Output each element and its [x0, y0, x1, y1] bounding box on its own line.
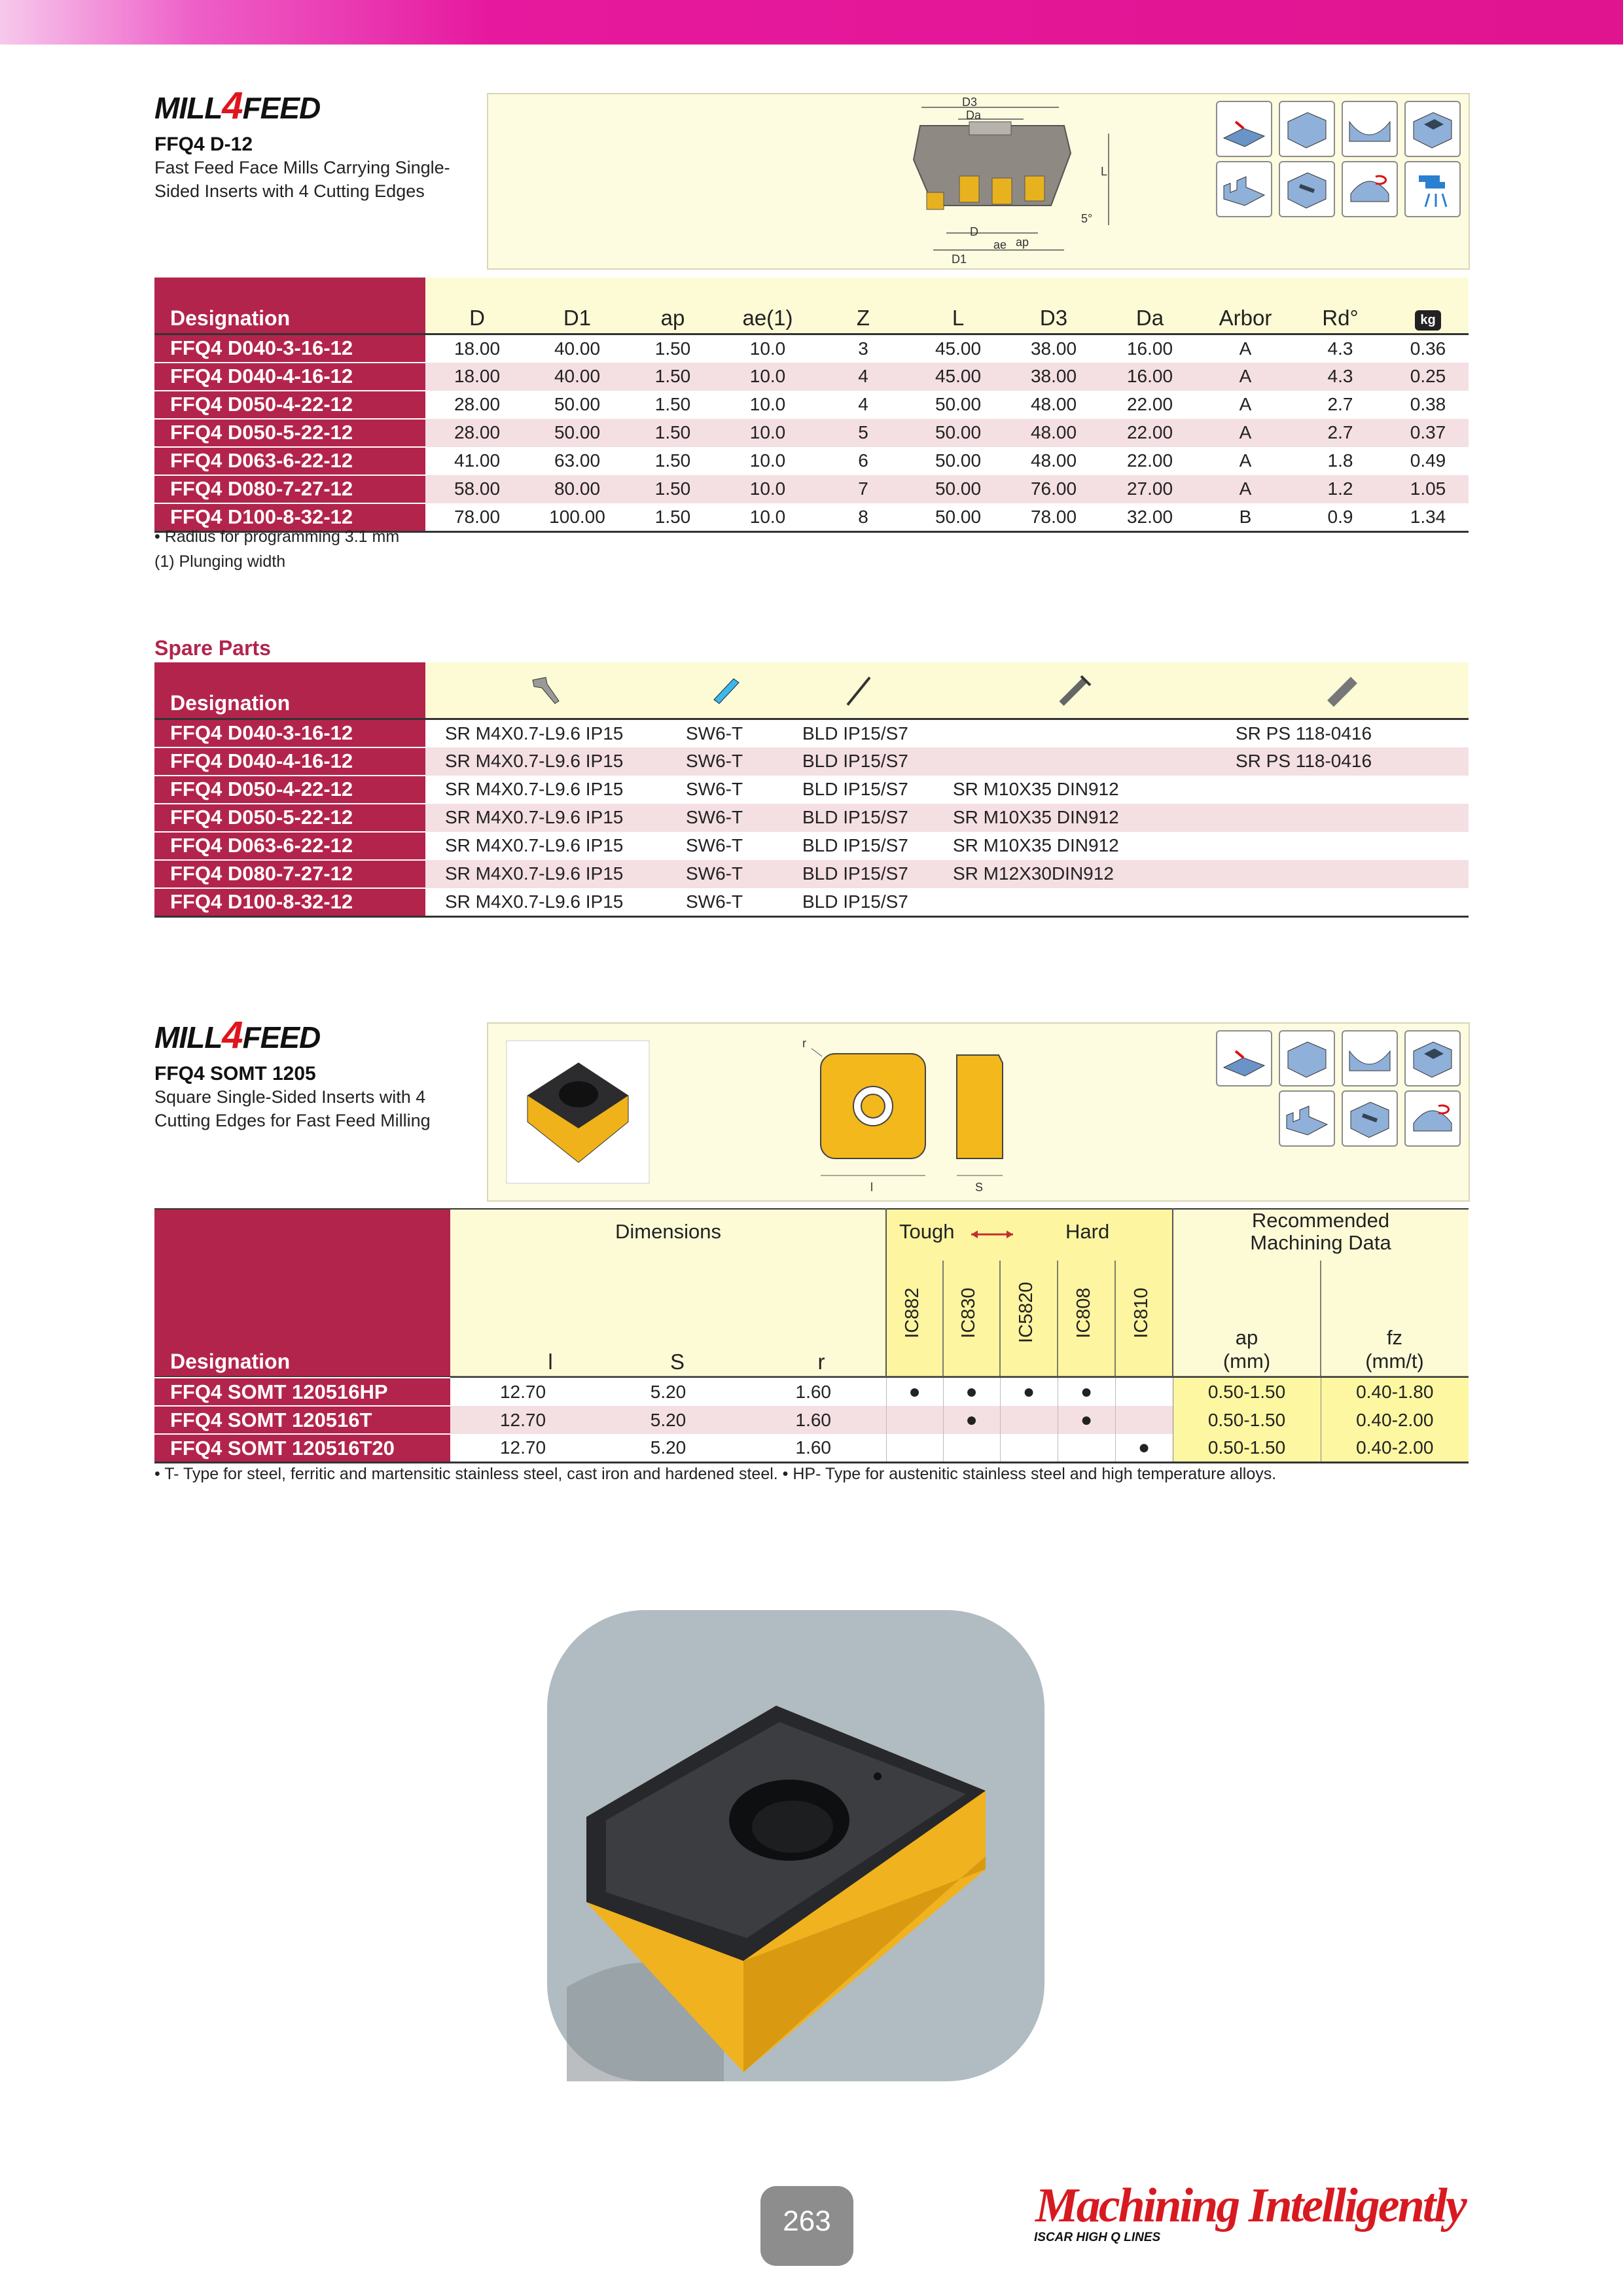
- grade-dot-cell: [886, 1406, 943, 1434]
- value-cell: 10.0: [720, 475, 815, 503]
- value-cell: 1.50: [626, 475, 720, 503]
- part-cell: BLD IP15/S7: [783, 719, 933, 747]
- designation-cell: FFQ4 D050-5-22-12: [154, 804, 425, 832]
- grade-dot-cell: [1058, 1434, 1115, 1463]
- key-icon: [666, 662, 783, 719]
- header-da: Da: [1102, 278, 1198, 334]
- dimensions-group: Dimensions: [615, 1220, 721, 1243]
- value-cell: 0.36: [1387, 334, 1469, 363]
- value-cell: 7: [815, 475, 911, 503]
- ap-header: [1173, 1326, 1321, 1373]
- value-cell: 1.50: [626, 447, 720, 475]
- grade-ic5820: IC5820: [1016, 1282, 1037, 1343]
- cutter-table: [154, 278, 1469, 533]
- value-cell: 50.00: [911, 475, 1005, 503]
- ap-label: ap: [1235, 1326, 1258, 1349]
- mill4feed-logo-2: [154, 1013, 320, 1057]
- grade-ic808: IC808: [1073, 1287, 1094, 1338]
- table-row: [154, 475, 1469, 503]
- value-cell: 4: [815, 363, 911, 391]
- value-cell: 38.00: [1005, 334, 1102, 363]
- value-cell: 10.0: [720, 363, 815, 391]
- designation-cell: FFQ4 D040-3-16-12: [154, 719, 425, 747]
- value-cell: 80.00: [529, 475, 626, 503]
- value-cell: 18.00: [425, 363, 529, 391]
- logo-four: 4: [222, 1014, 243, 1056]
- logo-text: FEED: [242, 91, 321, 125]
- footnote-radius: • Radius for programming 3.1 mm: [154, 528, 400, 546]
- designation-cell: FFQ4 D050-4-22-12: [154, 776, 425, 804]
- grade-dot-cell: [1115, 1378, 1173, 1406]
- designation-cell: FFQ4 D100-8-32-12: [154, 888, 425, 917]
- ramping-icon: [1279, 161, 1335, 217]
- spare-parts-table: [154, 662, 1469, 918]
- spare-row: [154, 776, 1469, 804]
- grade-dot-cell: ●: [943, 1406, 1000, 1434]
- value-cell: 50.00: [911, 391, 1005, 419]
- fz-unit: (mm/t): [1365, 1350, 1424, 1372]
- page-number: 263: [760, 2186, 853, 2266]
- logo-text: FEED: [242, 1020, 321, 1054]
- grade-ic882: IC882: [902, 1287, 923, 1338]
- spare-row: [154, 832, 1469, 860]
- face-milling-icon: [1216, 1030, 1272, 1086]
- ap-unit: (mm): [1222, 1350, 1271, 1372]
- value-cell: 1.50: [626, 419, 720, 447]
- part-cell: [1216, 888, 1469, 917]
- clamping-screw-icon: [933, 662, 1216, 719]
- tough-label: Tough: [899, 1220, 955, 1243]
- value-cell: B: [1198, 503, 1293, 532]
- part-cell: SW6-T: [666, 888, 783, 917]
- value-cell: A: [1198, 419, 1293, 447]
- grade-ic830: IC830: [958, 1287, 979, 1338]
- value-cell: 0.49: [1387, 447, 1469, 475]
- value-cell: 78.00: [425, 503, 529, 532]
- value-cell: A: [1198, 334, 1293, 363]
- label-l: l: [870, 1181, 873, 1194]
- logo-text: MILL: [154, 1020, 223, 1054]
- insert-table: [154, 1208, 1469, 1378]
- label-r: r: [802, 1037, 806, 1050]
- value-cell: 16.00: [1102, 363, 1198, 391]
- product-description: [154, 156, 450, 203]
- grade-dot-cell: [886, 1434, 943, 1463]
- spare-header-row: [154, 662, 1469, 719]
- table-row: [154, 391, 1469, 419]
- designation-cell: FFQ4 D100-8-32-12: [154, 503, 425, 532]
- part-cell: SW6-T: [666, 776, 783, 804]
- header-l: L: [911, 278, 1005, 334]
- value-cell: 50.00: [911, 419, 1005, 447]
- fz-cell: 0.40-2.00: [1321, 1434, 1469, 1463]
- part-cell: [1216, 776, 1469, 804]
- value-cell: 4.3: [1293, 334, 1387, 363]
- value-cell: 5.20: [596, 1434, 741, 1463]
- part-cell: SR M10X35 DIN912: [933, 832, 1216, 860]
- part-cell: SR M10X35 DIN912: [933, 776, 1216, 804]
- part-cell: BLD IP15/S7: [783, 860, 933, 888]
- part-cell: SR M4X0.7-L9.6 IP15: [425, 747, 666, 776]
- label-s: S: [975, 1181, 984, 1194]
- grade-dot-cell: [1000, 1406, 1058, 1434]
- brand-slogan: Machining Intelligently: [1035, 2179, 1465, 2233]
- grade-dot-cell: ●: [886, 1378, 943, 1406]
- helical-interpolation-icon: [1404, 1090, 1461, 1147]
- value-cell: 27.00: [1102, 475, 1198, 503]
- grade-dot-cell: [1000, 1434, 1058, 1463]
- grade-dot-cell: ●: [1000, 1378, 1058, 1406]
- value-cell: 18.00: [425, 334, 529, 363]
- header-rd: Rd°: [1293, 278, 1387, 334]
- value-cell: 40.00: [529, 334, 626, 363]
- insert-title: FFQ4 SOMT 1205: [154, 1063, 316, 1085]
- table-row: [154, 334, 1469, 363]
- value-cell: 45.00: [911, 363, 1005, 391]
- spare-row: [154, 860, 1469, 888]
- designation-cell: FFQ4 D040-4-16-12: [154, 363, 425, 391]
- value-cell: 12.70: [450, 1406, 596, 1434]
- value-cell: 100.00: [529, 503, 626, 532]
- hard-label: Hard: [1065, 1220, 1110, 1243]
- value-cell: 0.25: [1387, 363, 1469, 391]
- designation-cell: FFQ4 D050-4-22-12: [154, 391, 425, 419]
- header-arbor: Arbor: [1198, 278, 1293, 334]
- grade-ic810: IC810: [1131, 1287, 1152, 1338]
- grade-dot-cell: ●: [1058, 1406, 1115, 1434]
- slotting-icon: [1279, 1090, 1335, 1147]
- label-d1: D1: [952, 253, 967, 266]
- part-cell: SW6-T: [666, 747, 783, 776]
- part-cell: SR M4X0.7-L9.6 IP15: [425, 719, 666, 747]
- value-cell: 22.00: [1102, 419, 1198, 447]
- value-cell: 10.0: [720, 391, 815, 419]
- slotting-icon: [1216, 161, 1272, 217]
- brand-subline: ISCAR HIGH Q LINES: [1034, 2231, 1161, 2244]
- label-l: L: [1101, 165, 1108, 178]
- part-cell: SR M10X35 DIN912: [933, 804, 1216, 832]
- spare-row: [154, 804, 1469, 832]
- logo-text: MILL: [154, 91, 223, 125]
- part-cell: SW6-T: [666, 719, 783, 747]
- header-ap: ap: [626, 278, 720, 334]
- part-cell: [933, 719, 1216, 747]
- part-cell: [1216, 860, 1469, 888]
- blade-icon: [783, 662, 933, 719]
- label-d3: D3: [962, 96, 978, 109]
- value-cell: 10.0: [720, 503, 815, 532]
- fz-header: [1321, 1326, 1469, 1373]
- recommended-line: Machining Data: [1250, 1231, 1391, 1254]
- header-d1: D1: [529, 278, 626, 334]
- value-cell: 63.00: [529, 447, 626, 475]
- header-r: r: [817, 1350, 825, 1374]
- helical-interpolation-icon: [1342, 161, 1398, 217]
- value-cell: 22.00: [1102, 447, 1198, 475]
- label-d: D: [970, 225, 978, 238]
- value-cell: A: [1198, 391, 1293, 419]
- part-cell: [1216, 804, 1469, 832]
- weight-icon: kg: [1415, 310, 1440, 331]
- grade-dot-cell: [943, 1434, 1000, 1463]
- part-cell: [933, 888, 1216, 917]
- table-header-row: [154, 278, 1469, 334]
- value-cell: 1.8: [1293, 447, 1387, 475]
- insert-row: [154, 1406, 1469, 1434]
- value-cell: 50.00: [529, 419, 626, 447]
- value-cell: 50.00: [911, 503, 1005, 532]
- part-cell: SR PS 118-0416: [1216, 747, 1469, 776]
- table-row: [154, 419, 1469, 447]
- part-cell: [933, 747, 1216, 776]
- grade-dot-cell: ●: [1115, 1434, 1173, 1463]
- value-cell: 4.3: [1293, 363, 1387, 391]
- value-cell: 6: [815, 447, 911, 475]
- designation-cell: FFQ4 SOMT 120516HP: [154, 1378, 450, 1406]
- header-z: Z: [815, 278, 911, 334]
- part-cell: [1216, 832, 1469, 860]
- shoulder-milling-icon: [1279, 1030, 1335, 1086]
- header-l: l: [548, 1350, 553, 1374]
- logo-four: 4: [222, 84, 243, 127]
- part-cell: SW6-T: [666, 860, 783, 888]
- top-gradient-bar: [0, 0, 1623, 45]
- pocketing-icon: [1404, 101, 1461, 157]
- value-cell: 45.00: [911, 334, 1005, 363]
- value-cell: 1.05: [1387, 475, 1469, 503]
- value-cell: 32.00: [1102, 503, 1198, 532]
- description-line: Square Single-Sided Inserts with 4: [154, 1087, 426, 1107]
- coolant-icon: [1404, 161, 1461, 217]
- designation-header: Designation: [170, 1350, 291, 1373]
- value-cell: 5.20: [596, 1406, 741, 1434]
- part-cell: BLD IP15/S7: [783, 832, 933, 860]
- designation-cell: FFQ4 D050-5-22-12: [154, 419, 425, 447]
- spare-row: [154, 719, 1469, 747]
- product-title: FFQ4 D-12: [154, 134, 253, 155]
- ap-cell: 0.50-1.50: [1173, 1378, 1321, 1406]
- value-cell: 50.00: [529, 391, 626, 419]
- insert-screw-icon: [425, 662, 666, 719]
- value-cell: 48.00: [1005, 447, 1102, 475]
- part-cell: SR M4X0.7-L9.6 IP15: [425, 860, 666, 888]
- part-cell: SR PS 118-0416: [1216, 719, 1469, 747]
- part-cell: BLD IP15/S7: [783, 804, 933, 832]
- value-cell: A: [1198, 363, 1293, 391]
- value-cell: 12.70: [450, 1434, 596, 1463]
- value-cell: 48.00: [1005, 419, 1102, 447]
- header-d: D: [425, 278, 529, 334]
- value-cell: 40.00: [529, 363, 626, 391]
- description-line: Sided Inserts with 4 Cutting Edges: [154, 181, 425, 201]
- value-cell: 2.7: [1293, 419, 1387, 447]
- part-cell: SW6-T: [666, 832, 783, 860]
- recommended-group: [1173, 1210, 1469, 1254]
- profiling-icon: [1342, 101, 1398, 157]
- grade-dot-cell: ●: [943, 1378, 1000, 1406]
- coolant-screw-icon: [1216, 662, 1469, 719]
- insert-rows: [154, 1377, 1469, 1463]
- value-cell: 12.70: [450, 1378, 596, 1406]
- value-cell: 78.00: [1005, 503, 1102, 532]
- fz-label: fz: [1386, 1326, 1403, 1349]
- designation-cell: FFQ4 SOMT 120516T20: [154, 1434, 450, 1463]
- ap-cell: 0.50-1.50: [1173, 1434, 1321, 1463]
- fz-cell: 0.40-2.00: [1321, 1406, 1469, 1434]
- designation-cell: FFQ4 D080-7-27-12: [154, 860, 425, 888]
- designation-cell: FFQ4 SOMT 120516T: [154, 1406, 450, 1434]
- insert-photo: [527, 1594, 1060, 2092]
- footnote-plunging: (1) Plunging width: [154, 552, 286, 571]
- value-cell: 10.0: [720, 419, 815, 447]
- value-cell: 50.00: [911, 447, 1005, 475]
- value-cell: 5.20: [596, 1378, 741, 1406]
- insert-description: [154, 1085, 431, 1132]
- designation-cell: FFQ4 D063-6-22-12: [154, 447, 425, 475]
- fz-cell: 0.40-1.80: [1321, 1378, 1469, 1406]
- value-cell: 1.2: [1293, 475, 1387, 503]
- part-cell: BLD IP15/S7: [783, 776, 933, 804]
- value-cell: A: [1198, 447, 1293, 475]
- part-cell: SR M4X0.7-L9.6 IP15: [425, 832, 666, 860]
- value-cell: 1.60: [741, 1406, 886, 1434]
- ramping-icon: [1342, 1090, 1398, 1147]
- header-designation: Designation: [154, 278, 425, 334]
- value-cell: 38.00: [1005, 363, 1102, 391]
- profiling-icon: [1342, 1030, 1398, 1086]
- spare-header-designation: Designation: [154, 662, 425, 719]
- grade-dot-cell: ●: [1058, 1378, 1115, 1406]
- value-cell: 28.00: [425, 391, 529, 419]
- value-cell: 76.00: [1005, 475, 1102, 503]
- value-cell: 4: [815, 391, 911, 419]
- part-cell: SR M4X0.7-L9.6 IP15: [425, 776, 666, 804]
- table-row: [154, 363, 1469, 391]
- value-cell: A: [1198, 475, 1293, 503]
- recommended-line: Recommended: [1251, 1209, 1390, 1232]
- insert-row: [154, 1378, 1469, 1406]
- grade-dot-cell: [1115, 1406, 1173, 1434]
- spare-row: [154, 747, 1469, 776]
- value-cell: 0.9: [1293, 503, 1387, 532]
- label-ap: ap: [1016, 236, 1029, 249]
- label-ae: ae: [993, 238, 1007, 251]
- ap-cell: 0.50-1.50: [1173, 1406, 1321, 1434]
- part-cell: SR M4X0.7-L9.6 IP15: [425, 888, 666, 917]
- part-cell: SR M12X30DIN912: [933, 860, 1216, 888]
- value-cell: 10.0: [720, 334, 815, 363]
- insert-row: [154, 1434, 1469, 1463]
- value-cell: 58.00: [425, 475, 529, 503]
- value-cell: 1.50: [626, 363, 720, 391]
- value-cell: 1.50: [626, 503, 720, 532]
- value-cell: 1.60: [741, 1434, 886, 1463]
- value-cell: 1.50: [626, 334, 720, 363]
- value-cell: 8: [815, 503, 911, 532]
- face-milling-icon: [1216, 101, 1272, 157]
- part-cell: BLD IP15/S7: [783, 747, 933, 776]
- value-cell: 5: [815, 419, 911, 447]
- designation-cell: FFQ4 D063-6-22-12: [154, 832, 425, 860]
- description-line: Cutting Edges for Fast Feed Milling: [154, 1111, 431, 1130]
- header-ae: ae(1): [720, 278, 815, 334]
- label-angle: 5°: [1081, 212, 1093, 225]
- header-d3: D3: [1005, 278, 1102, 334]
- value-cell: 28.00: [425, 419, 529, 447]
- value-cell: 22.00: [1102, 391, 1198, 419]
- spare-row: [154, 888, 1469, 917]
- value-cell: 16.00: [1102, 334, 1198, 363]
- part-cell: BLD IP15/S7: [783, 888, 933, 917]
- table-row: [154, 447, 1469, 475]
- value-cell: 3: [815, 334, 911, 363]
- value-cell: 1.34: [1387, 503, 1469, 532]
- value-cell: 1.60: [741, 1378, 886, 1406]
- description-line: Fast Feed Face Mills Carrying Single-: [154, 158, 450, 177]
- header-weight: [1387, 278, 1469, 334]
- value-cell: 0.37: [1387, 419, 1469, 447]
- designation-cell: FFQ4 D040-3-16-12: [154, 334, 425, 363]
- pocketing-icon: [1404, 1030, 1461, 1086]
- value-cell: 41.00: [425, 447, 529, 475]
- label-da: Da: [966, 109, 982, 122]
- value-cell: 1.50: [626, 391, 720, 419]
- insert-type-note: • T- Type for steel, ferritic and martensitic stainless steel, cast iron and hardened steel. • HP- Type for austenitic stainless steel and high temperature alloys.: [154, 1465, 1277, 1483]
- value-cell: 0.38: [1387, 391, 1469, 419]
- spare-parts-title: Spare Parts: [154, 636, 271, 660]
- value-cell: 2.7: [1293, 391, 1387, 419]
- designation-cell: FFQ4 D080-7-27-12: [154, 475, 425, 503]
- value-cell: 48.00: [1005, 391, 1102, 419]
- value-cell: 10.0: [720, 447, 815, 475]
- shoulder-milling-icon: [1279, 101, 1335, 157]
- header-s: S: [669, 1350, 685, 1374]
- part-cell: SW6-T: [666, 804, 783, 832]
- mill4feed-logo: [154, 84, 320, 128]
- part-cell: SR M4X0.7-L9.6 IP15: [425, 804, 666, 832]
- designation-cell: FFQ4 D040-4-16-12: [154, 747, 425, 776]
